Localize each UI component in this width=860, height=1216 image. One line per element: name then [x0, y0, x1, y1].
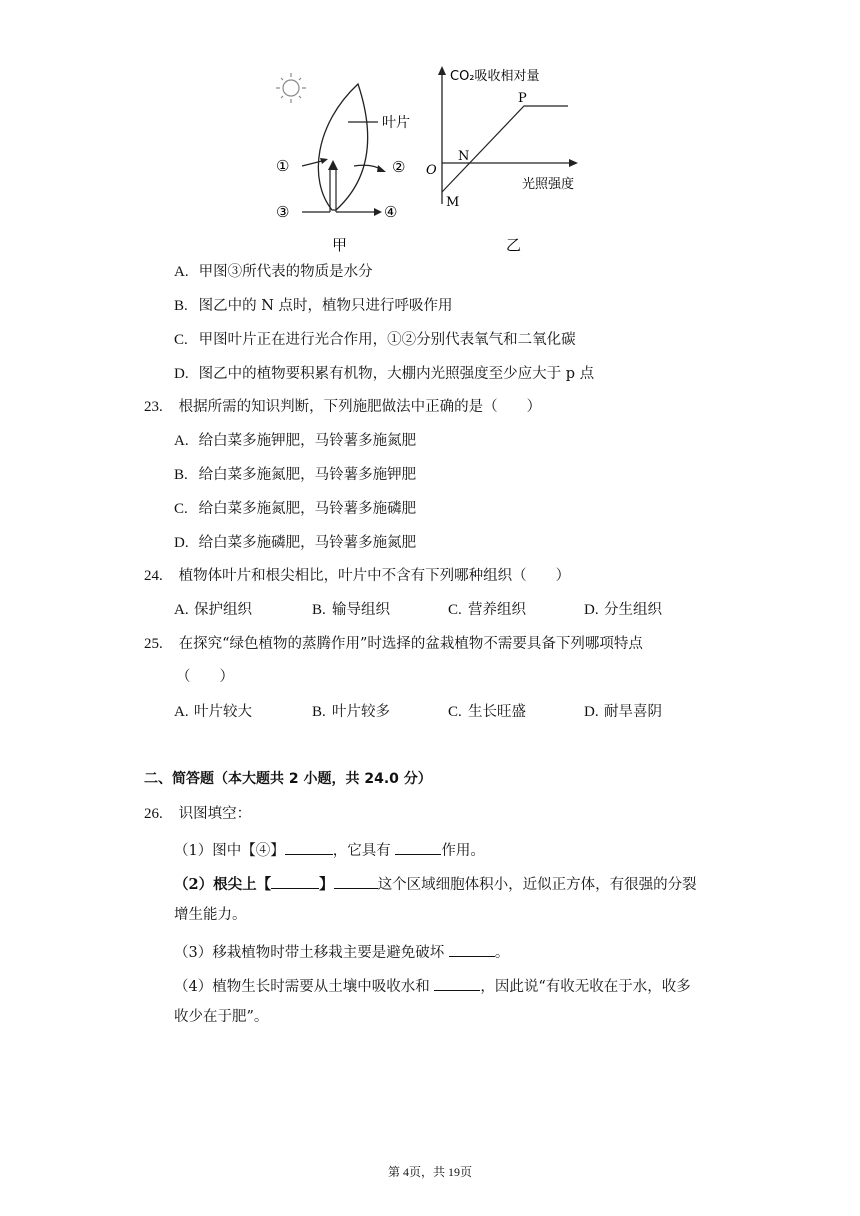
- option-text: 给白菜多施磷肥，马铃薯多施氮肥: [198, 535, 417, 551]
- question-text: 植物体叶片和根尖相比，叶片中不含有下列哪种组织（ ）: [178, 568, 571, 584]
- option-letter: D.: [174, 535, 189, 551]
- option-text: 输导组织: [332, 602, 390, 618]
- option-letter: C.: [174, 501, 188, 517]
- answer-blank[interactable]: [334, 872, 378, 889]
- option-text: 分生组织: [604, 602, 662, 618]
- page-footer: 第 4页，共 19页: [387, 1165, 472, 1179]
- question-number: 25.: [144, 636, 163, 652]
- label-num1: ①: [276, 157, 290, 175]
- option-letter: A.: [174, 433, 189, 449]
- q24-option-a: [174, 600, 252, 620]
- arrow4-head: [374, 208, 382, 216]
- caption-jia: 甲: [332, 236, 348, 254]
- option-letter: A.: [174, 704, 189, 720]
- option-letter: B.: [174, 467, 188, 483]
- y-axis-label: CO₂吸收相对量: [450, 69, 540, 84]
- q25-option-d: [584, 702, 662, 722]
- q26-part2-text-a: （2）根尖上【: [174, 876, 272, 893]
- question-number: 26.: [144, 806, 163, 822]
- option-letter: B.: [312, 602, 326, 618]
- q26-part1: [174, 838, 485, 861]
- q25-stem-bracket: （ ）: [176, 669, 234, 685]
- q22-option-b: [174, 296, 453, 316]
- q26-part4-text-a: （4）植物生长时需要从土壤中吸收水和: [174, 979, 435, 995]
- leaf-label: 叶片: [382, 114, 410, 130]
- question-number: 23.: [144, 399, 163, 415]
- label-num2: ②: [392, 158, 406, 176]
- option-text: 给白菜多施氮肥，马铃薯多施钾肥: [198, 467, 417, 483]
- q26-part3-text-a: （3）移栽植物时带土移栽主要是避免破坏: [174, 945, 449, 961]
- question-text: 在探究“绿色植物的蒸腾作用”时选择的盆栽植物不需要具备下列哪项特点: [178, 636, 643, 652]
- q26-part4: [174, 974, 691, 997]
- arrow2-head: [377, 165, 386, 172]
- q23-option-c: [174, 499, 416, 519]
- figure-svg: [270, 62, 590, 258]
- option-text: 甲图叶片正在进行光合作用，①②分别代表氧气和二氧化碳: [198, 332, 576, 348]
- q24-option-c: [448, 600, 526, 620]
- q26-part1-text-a: （1）图中【④】: [174, 843, 285, 859]
- option-text: 图乙中的 N 点时，植物只进行呼吸作用: [198, 298, 453, 314]
- option-text: 保护组织: [194, 602, 252, 618]
- q24-stem: [144, 566, 570, 586]
- answer-blank[interactable]: [271, 872, 319, 889]
- point-m-label: M: [446, 195, 460, 210]
- q22-option-a: [174, 262, 373, 282]
- leaf-outline: [318, 84, 367, 210]
- q26-part2-text-b: 】: [319, 876, 334, 893]
- point-p-label: P: [518, 91, 527, 106]
- q26-part4-text-b: ，因此说“有收无收在于水，收多: [480, 979, 691, 995]
- q25-stem: [144, 634, 643, 654]
- q22-option-c: [174, 330, 576, 350]
- option-text: 生长旺盛: [468, 704, 526, 720]
- label-num3: ③: [276, 203, 290, 221]
- answer-blank[interactable]: [395, 838, 441, 855]
- option-text: 叶片较多: [332, 704, 390, 720]
- q26-part2-text-c: 这个区域细胞体积小，近似正方体，有很强的分裂: [377, 877, 697, 893]
- option-text: 给白菜多施氮肥，马铃薯多施磷肥: [198, 501, 417, 517]
- section-2-title: 二、简答题（本大题共 2 小题，共 24.0 分）: [144, 771, 432, 787]
- q24-option-b: [312, 600, 390, 620]
- q23-option-d: [174, 533, 416, 553]
- option-text: 耐旱喜阴: [604, 704, 662, 720]
- question-text: 识图填空：: [178, 806, 252, 822]
- q23-stem: [144, 397, 541, 417]
- option-letter: C.: [448, 704, 462, 720]
- q25-option-a: [174, 702, 252, 722]
- x-axis-arrowhead: [569, 159, 578, 167]
- option-letter: C.: [174, 332, 188, 348]
- option-text: 叶片较大: [194, 704, 252, 720]
- arrow1-head: [320, 158, 328, 164]
- y-axis-arrowhead: [438, 66, 446, 75]
- option-text: 营养组织: [468, 602, 526, 618]
- option-letter: A.: [174, 602, 189, 618]
- option-letter: A.: [174, 264, 189, 280]
- point-n-label: N: [458, 149, 470, 164]
- q23-option-a: [174, 431, 416, 451]
- option-letter: B.: [174, 298, 188, 314]
- question-number: 24.: [144, 568, 163, 584]
- option-letter: B.: [312, 704, 326, 720]
- q26-stem: [144, 804, 251, 824]
- figure-leaf-and-graph: [270, 62, 590, 258]
- option-letter: D.: [584, 704, 599, 720]
- q26-part1-text-c: 作用。: [441, 843, 485, 859]
- question-text: 根据所需的知识判断，下列施肥做法中正确的是（ ）: [178, 399, 542, 415]
- stem-up-arrowhead: [328, 160, 338, 170]
- option-letter: D.: [584, 602, 599, 618]
- q25-option-c: [448, 702, 526, 722]
- q24-options: [174, 600, 734, 620]
- q26-part3: [174, 940, 509, 963]
- option-text: 给白菜多施钾肥，马铃薯多施氮肥: [198, 433, 417, 449]
- answer-blank[interactable]: [285, 838, 333, 855]
- q25-option-b: [312, 702, 390, 722]
- q25-options: [174, 702, 734, 722]
- option-letter: C.: [448, 602, 462, 618]
- origin-label: O: [426, 163, 437, 178]
- q26-part1-text-b: ，它具有: [332, 843, 396, 859]
- option-text: 图乙中的植物要积累有机物，大棚内光照强度至少应大于 p 点: [198, 366, 595, 382]
- q23-option-b: [174, 465, 416, 485]
- q24-option-d: [584, 600, 662, 620]
- caption-yi: 乙: [506, 236, 522, 254]
- q26-part3-text-b: 。: [494, 945, 510, 961]
- q26-part4-cont: 收少在于肥”。: [174, 1009, 269, 1025]
- q26-part2-cont: 增生能力。: [174, 907, 247, 923]
- answer-blank[interactable]: [434, 974, 480, 991]
- answer-blank[interactable]: [449, 940, 495, 957]
- sun-icon: [276, 73, 306, 103]
- label-num4: ④: [384, 203, 398, 221]
- x-axis-label: 光照强度: [522, 177, 575, 192]
- q22-option-d: [174, 364, 594, 384]
- q26-part2: [174, 872, 697, 895]
- option-text: 甲图③所代表的物质是水分: [198, 264, 373, 280]
- option-letter: D.: [174, 366, 189, 382]
